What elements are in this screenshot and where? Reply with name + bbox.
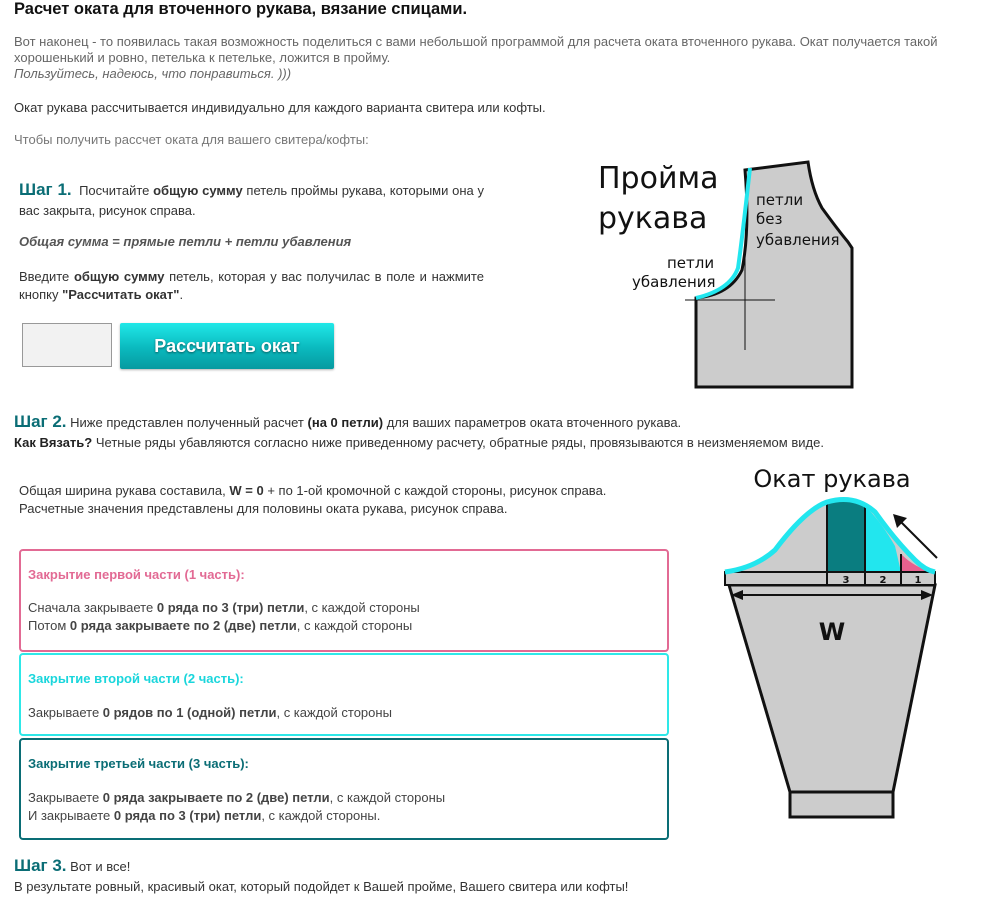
- part1-title: Закрытие первой части (1 часть):: [28, 567, 245, 582]
- part3-body: [28, 789, 445, 825]
- step3-text-a: Вот и все!: [70, 859, 131, 874]
- half-note: Расчетные значения представлены для половины оката рукава, рисунок справа.: [19, 501, 508, 516]
- part3-line2-a: И закрываете: [28, 808, 111, 823]
- sleeve-figure: [715, 460, 950, 825]
- width-text-b: + по 1-ой кромочной с каждой стороны, рисунок справа.: [267, 483, 607, 498]
- page-title: Расчет оката для вточенного рукава, вязание спицами.: [14, 0, 468, 18]
- step3-text-b: В результате ровный, красивый окат, который подойдет к Вашей пройме, Вашего свитера или кофты!: [14, 879, 629, 894]
- part1-line1-b: 0 ряда по 3 (три) петли: [156, 600, 305, 615]
- width-info: [19, 482, 679, 518]
- part3-line2-c: , с каждой стороны.: [261, 808, 381, 823]
- dec-label-1: петли: [667, 254, 715, 272]
- width-text-a: Общая ширина рукава составила,: [19, 483, 226, 498]
- part-label-2: 2: [879, 575, 887, 586]
- part3-title: Закрытие третьей части (3 часть):: [28, 756, 249, 771]
- step1-text-b: петель проймы рукава, которыми она у вас закрыта, рисунок справа.: [19, 183, 484, 218]
- calculate-button[interactable]: Рассчитать окат: [120, 323, 334, 369]
- straight-label-2: без: [756, 210, 783, 228]
- part3-line1-b: 0 ряда закрываете по 2 (две) петли: [102, 790, 330, 805]
- step1-instruction: [19, 268, 484, 304]
- part1-box: [19, 549, 669, 652]
- part3-region: [827, 499, 865, 572]
- step1-heading: Шаг 1.: [19, 180, 72, 199]
- part1-line1-a: Сначала закрываете: [28, 600, 154, 615]
- step2-heading: Шаг 2.: [14, 412, 67, 431]
- part2-title: Закрытие второй части (2 часть):: [28, 671, 244, 686]
- sleeve-title: Окат рукава: [753, 465, 911, 493]
- step1-text-c: Введите: [19, 269, 70, 284]
- armhole-title-1: Пройма: [598, 161, 719, 196]
- intro-text: Вот наконец - то появилась такая возможность поделиться с вами небольшой программой для расчета оката вточенного рукава. Окат получается такой хорошенький и ровно, петелька к петельке, ложится в пройму.: [14, 34, 938, 65]
- step1-bold-a: общую сумму: [153, 183, 243, 198]
- part1-body: [28, 599, 420, 635]
- part2-box: [19, 653, 669, 736]
- width-value: W = 0: [229, 483, 264, 498]
- part-label-3: 3: [842, 575, 850, 586]
- step1-text-e: .: [179, 287, 184, 302]
- step3-heading: Шаг 3.: [14, 856, 67, 875]
- part3-line2-b: 0 ряда по 3 (три) петли: [113, 808, 262, 823]
- part1-line2-c: , с каждой стороны: [296, 618, 413, 633]
- step1-bold-c: общую сумму: [73, 269, 165, 284]
- stitch-count-input[interactable]: [22, 323, 112, 367]
- part1-line2-b: 0 ряда закрываете по 2 (две) петли: [69, 618, 297, 633]
- straight-label-1: петли: [756, 191, 804, 209]
- intro-italic: Пользуйтесь, надеюсь, что понравиться. ))): [14, 66, 292, 81]
- part3-line1-c: , с каждой стороны: [329, 790, 446, 805]
- part3-box: [19, 738, 669, 840]
- step1-text-d: петель, которая у вас получилас в поле и нажмите кнопку: [19, 269, 484, 302]
- part2-line1-c: , с каждой стороны: [276, 705, 392, 720]
- sleeve-body: [729, 585, 935, 792]
- how-label: Как Вязать?: [14, 435, 93, 450]
- how-text: Четные ряды убавляются согласно ниже приведенному расчету, обратные ряды, провязываются в неизменяемом виде.: [95, 435, 824, 450]
- part2-body: [28, 704, 392, 722]
- step2-text-b: для ваших параметров оката вточенного рукава.: [386, 415, 682, 430]
- dec-label-2: убавления: [632, 273, 716, 291]
- armhole-figure: [590, 150, 870, 395]
- armhole-title-2: рукава: [598, 201, 708, 236]
- width-label: W: [818, 618, 846, 646]
- part1-line1-c: , с каждой стороны: [304, 600, 420, 615]
- step2-block: [14, 412, 994, 453]
- step1-bold-d: "Рассчитать окат": [62, 287, 180, 302]
- sleeve-cuff: [790, 792, 893, 817]
- part2-line1-b: 0 рядов по 1 (одной) петли: [102, 705, 277, 720]
- step1-block: [19, 180, 484, 221]
- step1-text-a: Посчитайте: [79, 183, 150, 198]
- instruction-line: Чтобы получить рассчет оката для вашего свитера/кофты:: [14, 132, 369, 147]
- info-line: Окат рукава рассчитывается индивидуально для каждого варианта свитера или кофты.: [14, 100, 546, 115]
- step3-block: [14, 856, 994, 897]
- step2-bold-a: (на 0 петли): [307, 415, 384, 430]
- part3-line1-a: Закрываете: [28, 790, 100, 805]
- part1-line2-a: Потом: [28, 618, 67, 633]
- straight-label-3: убавления: [756, 231, 840, 249]
- intro-paragraph: [14, 34, 989, 82]
- part2-line1-a: Закрываете: [28, 705, 100, 720]
- step2-text-a: Ниже представлен полученный расчет: [70, 415, 304, 430]
- part-label-1: 1: [914, 575, 922, 586]
- sum-formula: Общая сумма = прямые петли + петли убавления: [19, 234, 352, 249]
